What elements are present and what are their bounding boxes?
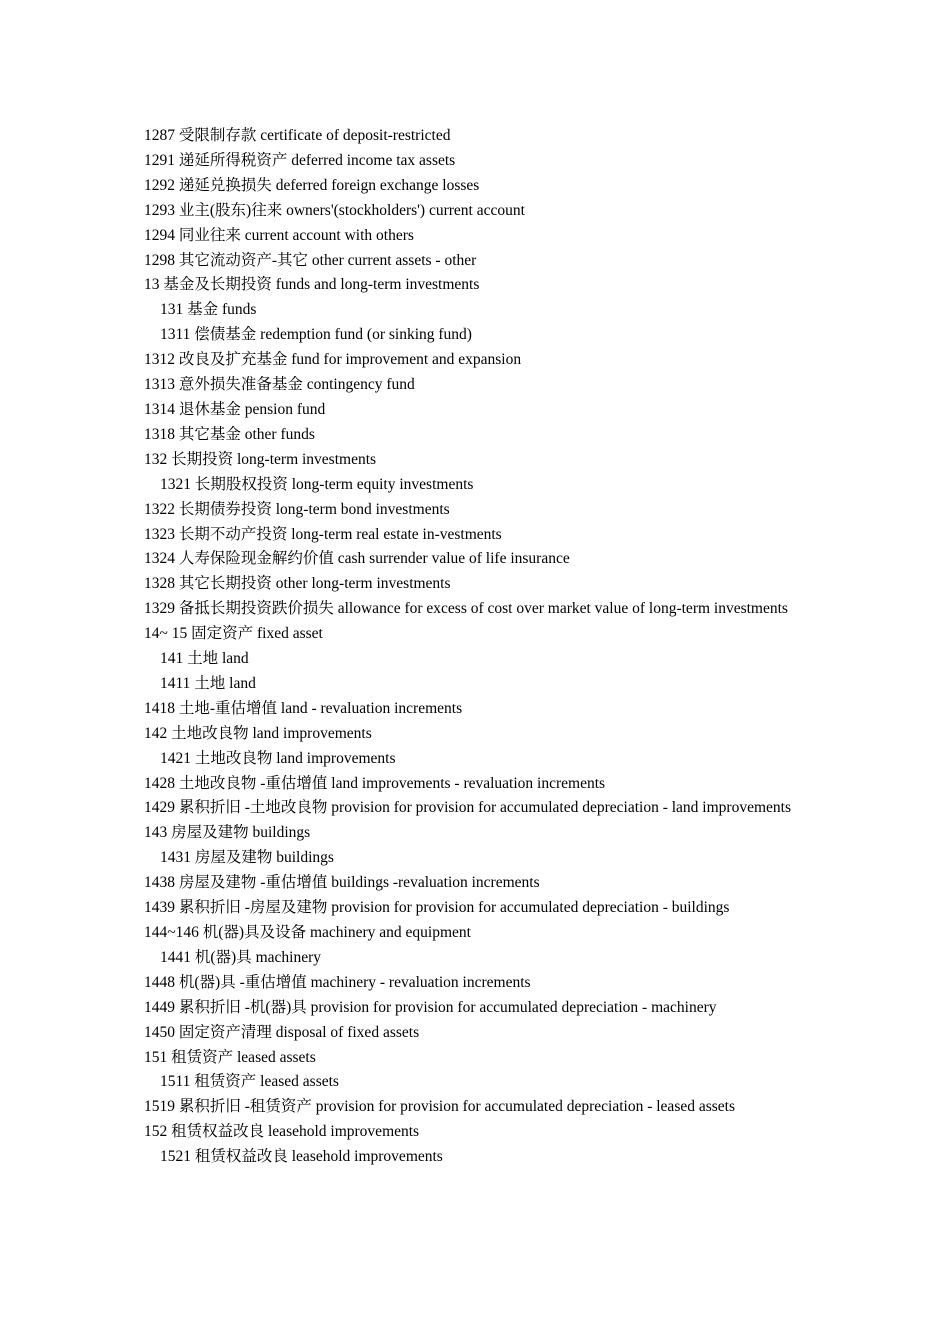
entry-1294: 1294 同业往来 current account with others — [144, 226, 414, 244]
entry-1438: 1438 房屋及建物 -重估增值 buildings -revaluation increments — [144, 874, 540, 892]
entry-1411: 1411 土地 land — [160, 674, 256, 692]
entry-1428: 1428 土地改良物 -重估增值 land improvements - revaluation increments — [144, 774, 606, 792]
entry-1287: 1287 受限制存款 certificate of deposit-restricted — [144, 127, 451, 144]
entry-142: 142 土地改良物 land improvements — [144, 724, 372, 742]
entry-13: 13 基金及长期投资 funds and long-term investments — [144, 276, 480, 294]
entry-1298: 1298 其它流动资产-其它 other current assets - other — [144, 251, 477, 269]
entry-1421: 1421 土地改良物 land improvements — [160, 749, 396, 767]
entry-1450: 1450 固定资产清理 disposal of fixed assets — [144, 1023, 420, 1041]
entry-1293: 1293 业主(股东)往来 owners'(stockholders') current account — [144, 201, 525, 219]
entry-143: 143 房屋及建物 buildings — [144, 824, 311, 842]
entry-1321: 1321 长期股权投资 long-term equity investments — [160, 475, 474, 493]
entry-1441: 1441 机(器)具 machinery — [160, 948, 321, 966]
entry-1314: 1314 退休基金 pension fund — [144, 400, 326, 418]
entry-1329: 1329 备抵长期投资跌价损失 allowance for excess of cost over market value of long-term investments — [144, 600, 788, 618]
entry-1328: 1328 其它长期投资 other long-term investments — [144, 575, 451, 593]
entry-1429: 1429 累积折旧 -土地改良物 provision for provision for accumulated depreciation - land improvements — [144, 799, 791, 817]
entry-1324: 1324 人寿保险现金解约价值 cash surrender value of life insurance — [144, 550, 570, 568]
entry-1323: 1323 长期不动产投资 long-term real estate in-vestments — [144, 525, 502, 543]
entry-1519: 1519 累积折旧 -租赁资产 provision for provision for accumulated depreciation - leased assets — [144, 1098, 736, 1116]
entry-1449: 1449 累积折旧 -机(器)具 provision for provision for accumulated depreciation - machinery — [144, 998, 717, 1016]
entry-1291: 1291 递延所得税资产 deferred income tax assets — [144, 151, 456, 169]
entry-141: 141 土地 land — [160, 650, 249, 668]
entry-132: 132 长期投资 long-term investments — [144, 450, 377, 468]
entry-1418: 1418 土地-重估增值 land - revaluation increments — [144, 699, 463, 717]
document-page — [144, 124, 806, 1170]
entry-1312: 1312 改良及扩充基金 fund for improvement and expansion — [144, 351, 522, 369]
entry-1448: 1448 机(器)具 -重估增值 machinery - revaluation increments — [144, 973, 531, 991]
entry-1521: 1521 租赁权益改良 leasehold improvements — [160, 1148, 443, 1166]
entry-1431: 1431 房屋及建物 buildings — [160, 849, 334, 867]
entry-1318: 1318 其它基金 other funds — [144, 425, 315, 443]
entry-152: 152 租赁权益改良 leasehold improvements — [144, 1123, 420, 1141]
entry-1311: 1311 偿债基金 redemption fund (or sinking fund) — [160, 326, 472, 344]
entry-14-15: 14~ 15 固定资产 fixed asset — [144, 625, 323, 643]
entry-1322: 1322 长期债券投资 long-term bond investments — [144, 500, 450, 518]
entry-1292: 1292 递延兑换损失 deferred foreign exchange losses — [144, 176, 480, 194]
entry-151: 151 租赁资产 leased assets — [144, 1048, 316, 1066]
entry-144-146: 144~146 机(器)具及设备 machinery and equipment — [144, 924, 471, 941]
entry-1511: 1511 租赁资产 leased assets — [160, 1073, 339, 1091]
entry-1313: 1313 意外损失准备基金 contingency fund — [144, 376, 415, 394]
entry-1439: 1439 累积折旧 -房屋及建物 provision for provision for accumulated depreciation - buildings — [144, 899, 730, 917]
entry-131: 131 基金 funds — [160, 301, 257, 319]
